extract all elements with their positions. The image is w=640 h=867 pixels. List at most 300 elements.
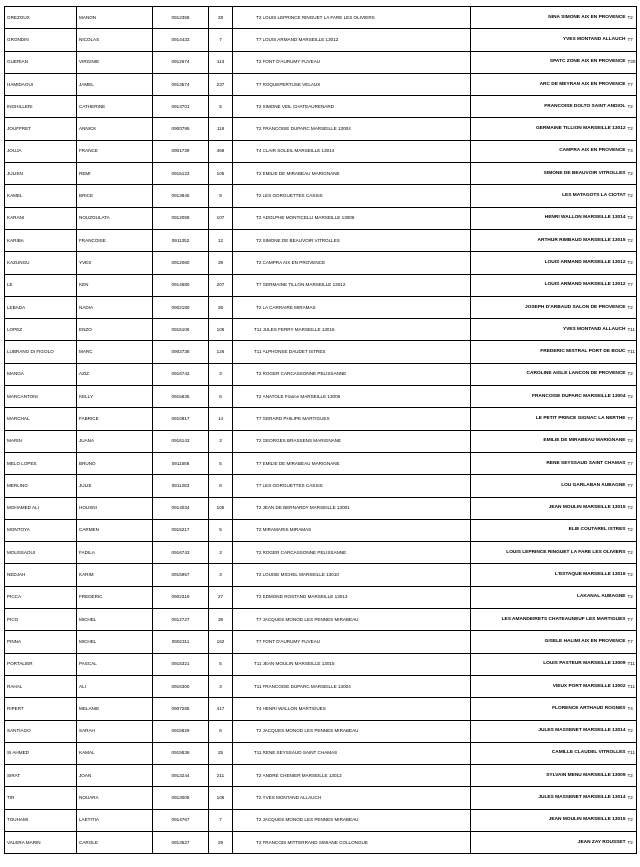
cell-count: 113 [209, 51, 233, 73]
cell-id-number: 0911283 [153, 475, 209, 497]
cell-origin-school: LOUIS ARMAND MARSEILLE 13012 [263, 29, 471, 51]
cell-origin-code: T7 [233, 408, 263, 430]
cell-count: 36 [209, 296, 233, 318]
cell-origin-code: T2 [233, 831, 263, 853]
cell-destination-code: T2 [627, 809, 637, 831]
cell-destination-code: T7 [627, 29, 637, 51]
cell-destination-code: T2 [627, 207, 637, 229]
cell-destination-code: T11 [627, 675, 637, 697]
cell-destination-school: EMILIE DE MIRABEAU MARIGNANE [471, 430, 627, 452]
cell-last-name: LUBRANO DI FIGOLO [5, 341, 77, 363]
cell-destination-code: T2 [627, 542, 637, 564]
table-row [5, 675, 637, 697]
cell-count: 5 [209, 452, 233, 474]
table-row [5, 831, 637, 853]
cell-first-name: BRICE [77, 185, 153, 207]
cell-count: 8 [209, 475, 233, 497]
cell-first-name: JAMEL [77, 73, 153, 95]
cell-origin-school: ANDRE CHENIER MARSEILLE 13012 [263, 765, 471, 787]
table-row [5, 274, 637, 296]
table-row [5, 319, 637, 341]
cell-first-name: NOUZOULATA [77, 207, 153, 229]
table-row [5, 118, 637, 140]
cell-origin-school: FONT D'AURUMY FUVEAU [263, 51, 471, 73]
cell-count: 38 [209, 609, 233, 631]
cell-count: 12 [209, 229, 233, 251]
cell-first-name: FRANCE [77, 140, 153, 162]
table-row [5, 787, 637, 809]
cell-destination-school: ARTHUR RIMBAUD MARSEILLE 13015 [471, 229, 627, 251]
cell-origin-code: T2 [233, 296, 263, 318]
cell-count: 7 [209, 809, 233, 831]
cell-destination-code: T2 [627, 720, 637, 742]
cell-id-number: 0902311 [153, 631, 209, 653]
cell-origin-code: T7 [233, 631, 263, 653]
cell-id-number: 0902738 [153, 341, 209, 363]
cell-first-name: FADILA [77, 542, 153, 564]
cell-destination-school: LOUIS ARMAND MARSEILLE 13012 [471, 274, 627, 296]
cell-first-name: NICOLAS [77, 29, 153, 51]
cell-id-number: 0915217 [153, 519, 209, 541]
cell-origin-school: ROQUEPERTUSE VELAUX [263, 73, 471, 95]
cell-first-name: REMI [77, 163, 153, 185]
cell-count: 3 [209, 430, 233, 452]
table-row [5, 229, 637, 251]
cell-id-number: 0900795 [153, 118, 209, 140]
cell-destination-code: T2 [627, 296, 637, 318]
cell-count: 211 [209, 765, 233, 787]
cell-id-number: 0914034 [153, 497, 209, 519]
cell-count: 39 [209, 252, 233, 274]
table-row [5, 564, 637, 586]
cell-id-number: 0912060 [153, 252, 209, 274]
cell-origin-school: ALPHONSE DAUDET ISTRES [263, 341, 471, 363]
cell-destination-school: CAMILLE CLAUDEL VITROLLES [471, 742, 627, 764]
cell-destination-code: T2 [627, 386, 637, 408]
cell-first-name: SARAH [77, 720, 153, 742]
cell-destination-code: T2 [627, 831, 637, 853]
cell-last-name: RAHAL [5, 675, 77, 697]
cell-origin-code: T11 [233, 319, 263, 341]
cell-destination-code: T2 [627, 586, 637, 608]
cell-origin-code: T2 [233, 7, 263, 29]
cell-destination-code: T2 [627, 252, 637, 274]
cell-origin-code: T2 [233, 765, 263, 787]
cell-last-name: GRONDIN [5, 29, 77, 51]
cell-destination-school: CAROLINE AIGLE LANCON DE PROVENCE [471, 363, 627, 385]
cell-last-name: PORTALIER [5, 653, 77, 675]
table-row [5, 386, 637, 408]
cell-count: 106 [209, 787, 233, 809]
cell-origin-code: T2 [233, 386, 263, 408]
cell-id-number: 0913244 [153, 765, 209, 787]
cell-id-number: 0915836 [153, 742, 209, 764]
cell-destination-school: GISELE HALIMI AIX EN PROVENCE [471, 631, 627, 653]
cell-id-number: 0915629 [153, 720, 209, 742]
cell-origin-school: EDMOND ROSTAND MARSEILLE 13013 [263, 586, 471, 608]
cell-first-name: NADIA [77, 296, 153, 318]
cell-origin-school: ANATOLE France MARSEILLE 13006 [263, 386, 471, 408]
cell-first-name: JULIE [77, 475, 153, 497]
cell-last-name: KAZUNGU [5, 252, 77, 274]
cell-origin-school: FONT D'AURUMY FUVEAU [263, 631, 471, 653]
cell-origin-school: EMILIE DE MIRABEAU MARIGNANE [263, 452, 471, 474]
cell-count: 6 [209, 386, 233, 408]
table-row [5, 408, 637, 430]
cell-origin-code: T2 [233, 207, 263, 229]
cell-last-name: PICCA [5, 586, 77, 608]
cell-count: 3 [209, 675, 233, 697]
cell-origin-code: T2 [233, 363, 263, 385]
cell-origin-school: SIMONE DE BEAUVOIR VITROLLES [263, 229, 471, 251]
cell-last-name: MARCANTONI [5, 386, 77, 408]
cell-last-name: NEDJAH [5, 564, 77, 586]
table-row [5, 698, 637, 720]
cell-id-number: 0916742 [153, 363, 209, 385]
cell-count: 5 [209, 519, 233, 541]
cell-id-number: 0913005 [153, 787, 209, 809]
cell-destination-school: VIEUX PORT MARSEILLE 13002 [471, 675, 627, 697]
cell-origin-code: T7 [233, 452, 263, 474]
cell-destination-code: T4 [627, 698, 637, 720]
cell-destination-code: T11 [627, 341, 637, 363]
cell-destination-school: L'ESTAQUE MARSEILLE 13016 [471, 564, 627, 586]
assignment-table [4, 6, 637, 854]
cell-origin-school: JEAN MOULIN MARSEILLE 13015 [263, 653, 471, 675]
cell-destination-code: T7 [627, 73, 637, 95]
cell-destination-code: T2 [627, 564, 637, 586]
cell-origin-code: T7 [233, 73, 263, 95]
cell-origin-code: T2 [233, 542, 263, 564]
cell-origin-school: GEORGES BRASSENS MARIGNANE [263, 430, 471, 452]
cell-origin-code: T2 [233, 185, 263, 207]
cell-last-name: MERLING [5, 475, 77, 497]
cell-origin-school: JACQUES MONOD LES PENNES MIRABEAU [263, 609, 471, 631]
cell-origin-school: LA CARRAIRE MIRAMAS [263, 296, 471, 318]
cell-destination-school: SYLVAIN MENU MARSEILLE 13009 [471, 765, 627, 787]
cell-destination-school: LE PETIT PRINCE GIGNAC LA NERTHE [471, 408, 627, 430]
cell-origin-school: JACQUES MONOD LES PENNES MIRABEAU [263, 720, 471, 742]
table-row [5, 720, 637, 742]
cell-destination-school: FLORENCE ARTHAUD ROGNES [471, 698, 627, 720]
cell-origin-code: T2 [233, 118, 263, 140]
cell-destination-school: LOUIS ARMAND MARSEILLE 13012 [471, 252, 627, 274]
table-row [5, 96, 637, 118]
cell-destination-code: T2 [627, 787, 637, 809]
cell-origin-code: T7 [233, 475, 263, 497]
cell-origin-code: T2 [233, 96, 263, 118]
cell-first-name: MICHEL [77, 631, 153, 653]
cell-origin-code: T7 [233, 29, 263, 51]
table-row [5, 653, 637, 675]
cell-count: 118 [209, 118, 233, 140]
cell-destination-code: T11 [627, 742, 637, 764]
cell-id-number: 0912727 [153, 609, 209, 631]
cell-origin-code: T2 [233, 519, 263, 541]
cell-count: 29 [209, 831, 233, 853]
cell-destination-school: JEAN MOULIN MARSEILLE 13015 [471, 497, 627, 519]
cell-last-name: TOUHAMI [5, 809, 77, 831]
cell-first-name: FABRICE [77, 408, 153, 430]
cell-destination-code: T7 [627, 452, 637, 474]
table-row [5, 497, 637, 519]
cell-count: 3 [209, 564, 233, 586]
cell-last-name: SI AHMED [5, 742, 77, 764]
cell-first-name: JOAN [77, 765, 153, 787]
cell-origin-school: MIRAMARIS MIRAMAS [263, 519, 471, 541]
cell-destination-code: T11 [627, 653, 637, 675]
cell-destination-school: JOSEPH D'ARBAUD SALON DE PROVENCE [471, 296, 627, 318]
cell-origin-code: T2 [233, 564, 263, 586]
cell-origin-code: T2 [233, 163, 263, 185]
cell-origin-school: YVES MONTAND ALLAUCH [263, 787, 471, 809]
cell-id-number: 0911352 [153, 229, 209, 251]
cell-last-name: RIPERT [5, 698, 77, 720]
cell-id-number: 0915635 [153, 386, 209, 408]
cell-first-name: PASCAL [77, 653, 153, 675]
cell-last-name: HAMIDAOUI [5, 73, 77, 95]
cell-destination-code: T7 [627, 609, 637, 631]
cell-origin-code: T7 [233, 274, 263, 296]
cell-destination-school: JEAN ZAY ROUSSET [471, 831, 627, 853]
cell-last-name: GREZOUX [5, 7, 77, 29]
cell-first-name: NOUARA [77, 787, 153, 809]
cell-destination-code: T2 [627, 430, 637, 452]
cell-destination-school: LOUIS PASTEUR MARSEILLE 13009 [471, 653, 627, 675]
cell-origin-code: T11 [233, 742, 263, 764]
cell-destination-code: T30 [627, 51, 637, 73]
cell-last-name: JULIEN [5, 163, 77, 185]
cell-destination-code: T2 [627, 519, 637, 541]
table-row [5, 809, 637, 831]
cell-origin-code: T4 [233, 698, 263, 720]
cell-origin-code: T2 [233, 787, 263, 809]
table-row [5, 51, 637, 73]
cell-last-name: VALERA MARIN [5, 831, 77, 853]
cell-origin-school: LOUISE MICHEL MARSEILLE 13010 [263, 564, 471, 586]
cell-count: 27 [209, 586, 233, 608]
cell-origin-code: T2 [233, 586, 263, 608]
cell-last-name: MELO LOPES [5, 452, 77, 474]
cell-origin-code: T11 [233, 341, 263, 363]
cell-destination-code: T2 [627, 163, 637, 185]
cell-count: 162 [209, 631, 233, 653]
cell-destination-school: SIMONE DE BEAUVOIR VITROLLES [471, 163, 627, 185]
cell-origin-school: FRANCOIS MITTERRAND SIMIANE COLLONGUE [263, 831, 471, 853]
cell-id-number: 0913845 [153, 185, 209, 207]
cell-first-name: CAROLE [77, 831, 153, 853]
cell-destination-school: FRANCOISE DOLTO SAINT ANDIOL [471, 96, 627, 118]
cell-count: 3 [209, 363, 233, 385]
table-row [5, 185, 637, 207]
cell-last-name: MARIN [5, 430, 77, 452]
cell-destination-school: SPATC ZONE AIX EN PROVENCE [471, 51, 627, 73]
cell-id-number: 0912058 [153, 207, 209, 229]
cell-first-name: KAMAL [77, 742, 153, 764]
cell-last-name: MARCHAL [5, 408, 77, 430]
cell-origin-code: T2 [233, 430, 263, 452]
cell-destination-code: T7 [627, 631, 637, 653]
cell-origin-school: GERARD PHILIPE MARTIGUES [263, 408, 471, 430]
cell-id-number: 0915123 [153, 163, 209, 185]
cell-count: 468 [209, 140, 233, 162]
cell-destination-school: LOU GARLABAN AUBAGNE [471, 475, 627, 497]
table-row [5, 631, 637, 653]
cell-count: 105 [209, 163, 233, 185]
cell-count: 6 [209, 720, 233, 742]
cell-id-number: 0914767 [153, 809, 209, 831]
cell-first-name: ANNICK [77, 118, 153, 140]
table-row [5, 542, 637, 564]
cell-origin-school: ROGER CARCASSONNE PELISSANNE [263, 542, 471, 564]
cell-last-name: PINNA [5, 631, 77, 653]
cell-id-number: 0912674 [153, 51, 209, 73]
cell-origin-school: ADOLPHE MONTICELLI MARSEILLE 13008 [263, 207, 471, 229]
cell-id-number: 0913701 [153, 96, 209, 118]
cell-origin-school: GERMAINE TILLON MARSEILLE 13012 [263, 274, 471, 296]
cell-id-number: 0902319 [153, 586, 209, 608]
cell-destination-code: T7 [627, 274, 637, 296]
table-row [5, 475, 637, 497]
cell-destination-code: T2 [627, 96, 637, 118]
cell-destination-school: YVES MONTAND ALLAUCH [471, 29, 627, 51]
cell-destination-code: T7 [627, 408, 637, 430]
cell-first-name: KEN [77, 274, 153, 296]
table-row [5, 765, 637, 787]
cell-destination-school: ELIE COUTAREL ISTRES [471, 519, 627, 541]
cell-id-number: 0914680 [153, 274, 209, 296]
cell-destination-school: FREDERIC MISTRAL PORT DE BOUC [471, 341, 627, 363]
table-row [5, 163, 637, 185]
cell-origin-school: JULES FERRY MARSEILLE 13015 [263, 319, 471, 341]
cell-destination-school: JULES MASSENET MARSEILLE 13014 [471, 720, 627, 742]
cell-count: 28 [209, 7, 233, 29]
cell-destination-school: YVES MONTAND ALLAUCH [471, 319, 627, 341]
cell-origin-school: FRANCOISE DUPARC MARSEILLE 13004 [263, 675, 471, 697]
cell-origin-school: RENE SEYSSAUD SAINT CHAMAS [263, 742, 471, 764]
cell-origin-school: FRANCOISE DUPARC MARSEILLE 13004 [263, 118, 471, 140]
cell-destination-code: T2 [627, 7, 637, 29]
cell-origin-school: ROGER CARCASSONNE PELISSANNE [263, 363, 471, 385]
cell-origin-school: HENRI WALLON MARTIGUES [263, 698, 471, 720]
cell-first-name: KELLY [77, 386, 153, 408]
table-row [5, 452, 637, 474]
cell-first-name: HOUSNI [77, 497, 153, 519]
cell-destination-code: T7 [627, 475, 637, 497]
cell-last-name: SIRAT [5, 765, 77, 787]
cell-first-name: JUANA [77, 430, 153, 452]
cell-destination-code: T2 [627, 765, 637, 787]
cell-count: 7 [209, 29, 233, 51]
cell-destination-school: LES MATAGOTS LA CIOTAT [471, 185, 627, 207]
cell-id-number: 0913527 [153, 831, 209, 853]
cell-last-name: MONTOYA [5, 519, 77, 541]
cell-origin-code: T2 [233, 497, 263, 519]
cell-count: 14 [209, 408, 233, 430]
cell-id-number: 0916143 [153, 430, 209, 452]
cell-count: 105 [209, 497, 233, 519]
cell-first-name: YVES [77, 252, 153, 274]
cell-first-name: KARIM [77, 564, 153, 586]
cell-count: 25 [209, 742, 233, 764]
cell-destination-school: JULES MASSENET MARSEILLE 13014 [471, 787, 627, 809]
cell-destination-code: T11 [627, 319, 637, 341]
cell-last-name: KARIBA [5, 229, 77, 251]
table-row [5, 609, 637, 631]
cell-destination-school: NINA SIMONE AIX EN PROVENCE [471, 7, 627, 29]
cell-destination-school: JEAN MOULIN MARSEILLE 13015 [471, 809, 627, 831]
cell-first-name: VIRGINIE [77, 51, 153, 73]
cell-count: 207 [209, 274, 233, 296]
table-row [5, 140, 637, 162]
table-row [5, 519, 637, 541]
cell-origin-school: CLAIR SOLEIL MARSEILLE 13014 [263, 140, 471, 162]
cell-origin-code: T11 [233, 653, 263, 675]
cell-last-name: PICO [5, 609, 77, 631]
cell-count: 107 [209, 207, 233, 229]
cell-last-name: KAMEL [5, 185, 77, 207]
cell-first-name: MICHEL [77, 609, 153, 631]
cell-origin-code: T2 [233, 720, 263, 742]
cell-destination-code: T2 [627, 229, 637, 251]
cell-last-name: MOHAMED ALI [5, 497, 77, 519]
cell-last-name: LOPEZ [5, 319, 77, 341]
cell-destination-code: T2 [627, 185, 637, 207]
cell-origin-school: EMILIE DE MIRABEAU MARIGNANE [263, 163, 471, 185]
cell-last-name: GUERIAN [5, 51, 77, 73]
cell-origin-school: LOUIS LEPRINCE RINGUET LA FARE LES OLIVIERS [263, 7, 471, 29]
cell-first-name: ALI [77, 675, 153, 697]
table-row [5, 29, 637, 51]
cell-origin-school: CAMPRA AIX EN PROVENCE [263, 252, 471, 274]
table-row [5, 252, 637, 274]
cell-first-name: CATHERINE [77, 96, 153, 118]
cell-last-name: JOUFFRET [5, 118, 77, 140]
cell-id-number: 0915957 [153, 564, 209, 586]
cell-first-name: BRUNO [77, 452, 153, 474]
cell-destination-school: HENRI WALLON MARSEILLE 13014 [471, 207, 627, 229]
cell-destination-code: T2 [627, 118, 637, 140]
cell-destination-school: FRANCOISE DUPARC MARSEILLE 13004 [471, 386, 627, 408]
cell-last-name: INGHILLERI [5, 96, 77, 118]
cell-origin-code: T2 [233, 229, 263, 251]
cell-first-name: MELANIE [77, 698, 153, 720]
cell-origin-code: T11 [233, 675, 263, 697]
cell-last-name: SANTIAGO [5, 720, 77, 742]
cell-origin-code: T2 [233, 51, 263, 73]
cell-id-number: 0911658 [153, 452, 209, 474]
cell-origin-code: T2 [233, 809, 263, 831]
cell-id-number: 0913574 [153, 73, 209, 95]
cell-id-number: 0916743 [153, 542, 209, 564]
cell-first-name: AZIZ [77, 363, 153, 385]
cell-origin-school: SIMONE VEIL CHATEAURENARD [263, 96, 471, 118]
cell-id-number: 0915321 [153, 653, 209, 675]
cell-count: 106 [209, 319, 233, 341]
cell-last-name: LE [5, 274, 77, 296]
cell-origin-school: JEAN DE BERNARDY MARSEILLE 13001 [263, 497, 471, 519]
cell-last-name: MOUSSAOUI [5, 542, 77, 564]
cell-destination-school: LES AMANDEIRETS CHATEAUNEUF LES MARTIGUES [471, 609, 627, 631]
cell-destination-school: LOUIS LEPRINCE RINGUET LA FARE LES OLIVIERS [471, 542, 627, 564]
cell-id-number: 0907285 [153, 698, 209, 720]
table-row [5, 207, 637, 229]
cell-last-name: TIR [5, 787, 77, 809]
cell-first-name: FREDERIC [77, 586, 153, 608]
cell-destination-school: GERMAINE TILLION MARSEILLE 13012 [471, 118, 627, 140]
cell-id-number: 0910817 [153, 408, 209, 430]
cell-first-name: MANON [77, 7, 153, 29]
